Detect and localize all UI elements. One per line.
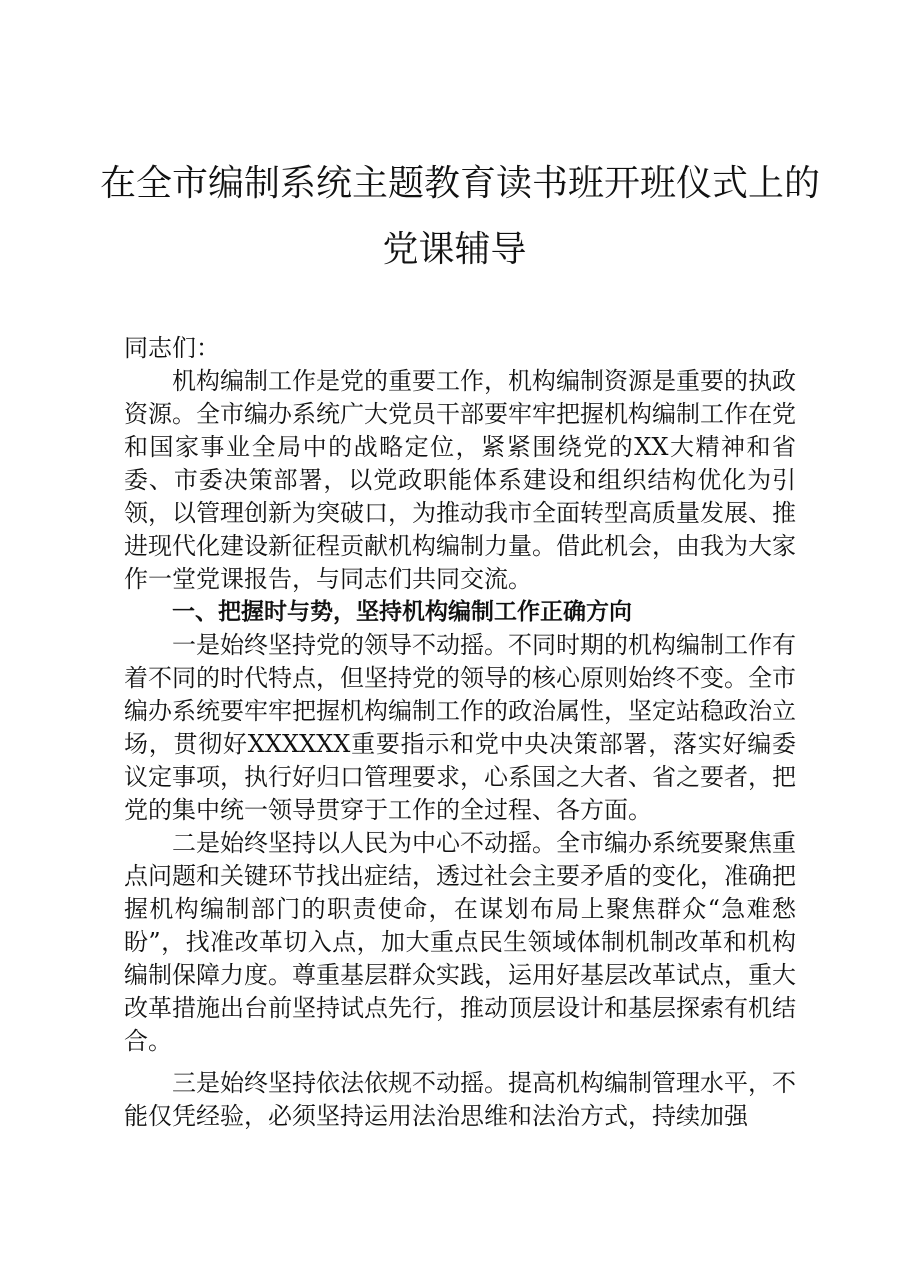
document-title-line-1: 在全市编制系统主题教育读书班开班仪式上的 xyxy=(100,163,821,204)
document-body xyxy=(124,332,796,1133)
document-title-line-2: 党课辅导 xyxy=(382,229,527,270)
intro-paragraph: 机构编制工作是党的重要工作，机构编制资源是重要的执政资源。全市编办系统广大党员干部要牢牢把握机构编制工作在党和国家事业全局中的战略定位，紧紧围绕党的XX大精神和省委、市委决策部署，以党政职能体系建设和组织结构优化为引领，以管理创新为突破口，为推动我市全面转型高质量发展、推进现代化建设新征程贡献机构编制力量。借此机会，由我为大家作一堂党课报告，与同志们共同交流。 xyxy=(124,367,796,593)
salutation: 同志们： xyxy=(124,334,220,362)
section-paragraph-2: 二是始终坚持以人民为中心不动摇。全市编办系统要聚焦重点问题和关键环节找出症结，透过社会主要矛盾的变化，准确把握机构编制部门的职责使命，在谋划布局上聚焦群众“急难愁盼”，找准改革切入点，加大重点民生领域体制机制改革和机构编制保障力度。尊重基层群众实践，运用好基层改革试点，重大改革措施出台前坚持试点先行，推动顶层设计和基层探索有机结合。 xyxy=(124,829,796,1055)
section-paragraph-3: 三是始终坚持依法依规不动摇。提高机构编制管理水平，不能仅凭经验，必须坚持运用法治思维和法治方式，持续加强 xyxy=(124,1069,796,1130)
section-heading: 一、把握时与势，坚持机构编制工作正确方向 xyxy=(172,599,632,625)
section-paragraph-1: 一是始终坚持党的领导不动摇。不同时期的机构编制工作有着不同的时代特点，但坚持党的领导的核心原则始终不变。全市编办系统要牢牢把握机构编制工作的政治属性，坚定站稳政治立场，贯彻好XXXXXX重要指示和党中央决策部署，落实好编委议定事项，执行好归口管理要求，心系国之大者、省之要者，把党的集中统一领导贯穿于工作的全过程、各方面。 xyxy=(124,631,796,824)
